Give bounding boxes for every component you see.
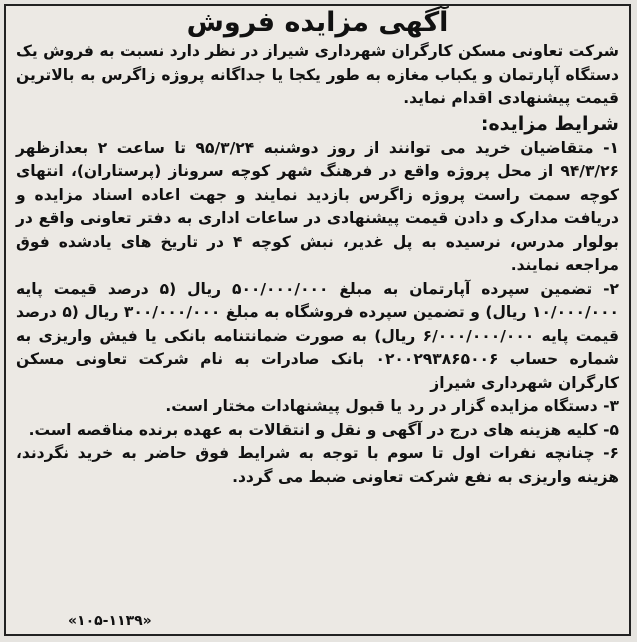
conditions-heading: شرایط مزایده: <box>480 112 619 135</box>
auction-notice <box>4 4 631 636</box>
condition-item: ۲- تضمین سپرده آپارتمان به مبلغ ۵۰۰/۰۰۰/۰۰۰ ریال (۵ درصد قیمت پایه ۱۰/۰۰۰/۰۰۰ ریال) و تضمین سپرده فروشگاه به مبلغ ۳۰۰/۰۰۰/۰۰۰ ریال (۵ درصد قیمت پایه ۶/۰۰۰/۰۰۰/۰۰۰ ریال) به صورت ضمانتنامه بانکی یا فیش واریزی به شماره حساب ۰۲۰۰۲۹۳۸۶۵۰۰۶ بانک صادرات به نام شرکت تعاونی مسکن کارگران شهرداری شیراز <box>16 279 619 392</box>
condition-item: ۵- کلیه هزینه های درج در آگهی و نقل و انتقالات به عهده برنده مناقصه است. <box>28 420 619 439</box>
notice-code: «۱۰۵-۱۱۳۹» <box>68 613 152 629</box>
condition-list <box>16 137 619 490</box>
notice-title: آگهی مزایده فروش <box>186 7 449 38</box>
notice-intro: شرکت تعاونی مسکن کارگران شهرداری شیراز در نظر دارد نسبت به فروش یک دستگاه آپارتمان و یکباب مغازه به طور یکجا یا جداگانه پروژه زاگرس به بالاترین قیمت پیشنهادی اقدام نماید. <box>16 42 619 107</box>
condition-item: ۳- دستگاه مزایده گزار در رد یا قبول پیشنهادات مختار است. <box>165 397 619 415</box>
condition-item: ۶- چنانچه نفرات اول تا سوم با توجه به شرایط فوق حاضر به خرید نگردند، هزینه واریزی به نفع شرکت تعاونی ضبط می گردد. <box>16 444 619 486</box>
condition-item: ۱- متقاضیان خرید می توانند از روز دوشنبه ۹۵/۳/۲۴ تا ساعت ۲ بعدازظهر ۹۴/۳/۲۶ از محل پروژه واقع در فرهنگ شهر کوچه سروناز (پرستاران)، انتهای کوچه سمت راست پروژه زاگرس بازدید نمایند و جهت اعاده اسناد مزایده و دریافت مدارک و دادن قیمت پیشنهادی در ساعات اداری به دفتر تعاونی واقع در بولوار مدرس، نرسیده به پل غدیر، نبش کوچه ۴ در تاریخ های یادشده فوق مراجعه نمایند. <box>16 138 619 274</box>
